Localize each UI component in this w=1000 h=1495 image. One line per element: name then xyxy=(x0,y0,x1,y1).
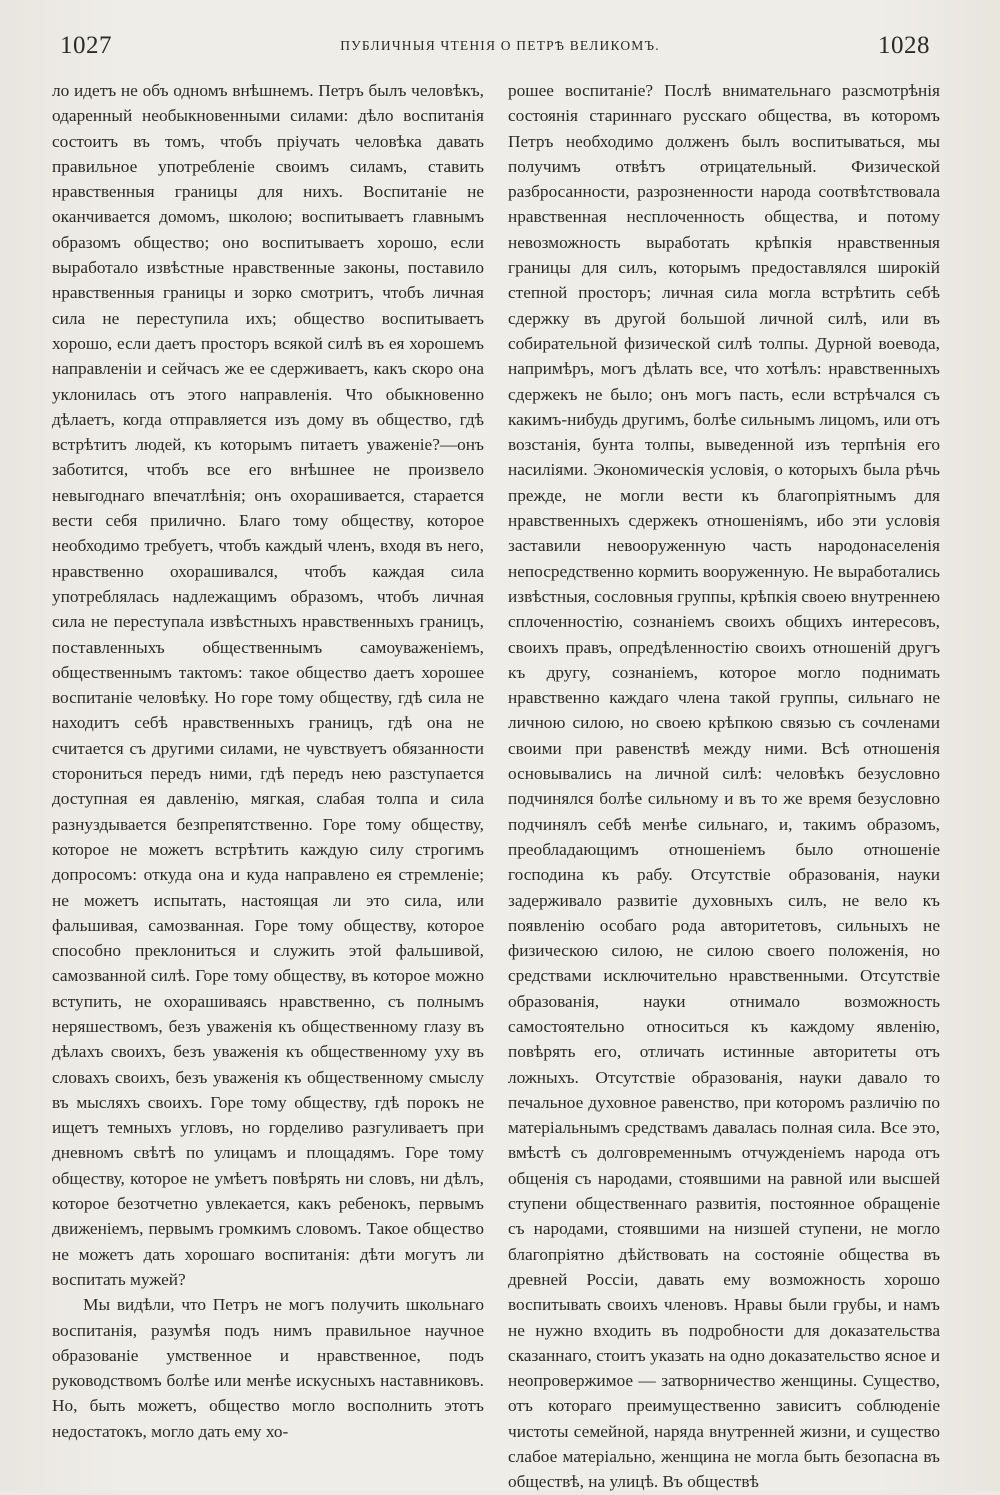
left-column-paragraph-1: ло идетъ не объ одномъ внѣшнемъ. Петръ былъ человѣкъ, одаренный необыкновенными силами: дѣло воспитанія состоитъ въ томъ, чтобъ пріучать человѣка давать правильное употребленіе своимъ силамъ, ставить нравственныя границы для нихъ. Воспитаніе не оканчивается домомъ, школою; воспитываетъ главнымъ образомъ общество; оно воспитываетъ хорошо, если выработало извѣстные нравственные законы, поставило нравственныя границы и зорко смотритъ, чтобъ личная сила не переступила ихъ; общество воспитываетъ хорошо, если даетъ просторъ всякой силѣ въ ея хорошемъ направленіи и сейчасъ же ее сдерживаетъ, какъ скоро она уклонилась отъ этого направленія. Что обыкновенно дѣлаетъ, когда отправляется изъ дому въ общество, гдѣ встрѣтитъ людей, къ которымъ питаетъ уваженіе?—онъ заботится, чтобъ все его внѣшнее не произвело невыгоднаго впечатлѣнія; онъ охорашивается, старается вести себя прилично. Благо тому обществу, которое необходимо требуетъ, чтобъ каждый членъ, входя въ него, нравственно охорашивался, чтобъ каждая сила употреблялась надлежащимъ образомъ, чтобъ личная сила не переступала извѣстныхъ нравственныхъ границъ, поставленныхъ общественнымъ самоуваженіемъ, общественнымъ тактомъ: такое общество даетъ хорошее воспитаніе человѣку. Но горе тому обществу, гдѣ сила не находитъ себѣ нравственныхъ границъ, гдѣ она не считается съ другими силами, не чувствуетъ обязанности сторониться передъ ними, гдѣ передъ нею разступается доступная ея давленію, мягкая, слабая толпа и сила разнуздывается безпрепятственно. Горе тому обществу, которое не можетъ встрѣтить каждую силу строгимъ допросомъ: откуда она и куда направлено ея стремленіе; не можетъ испытать, настоящая ли это сила, или фальшивая, самозванная. Горе тому обществу, которое способно преклониться и служить этой фальшивой, самозванной силѣ. Горе тому обществу, въ которое можно вступить, не охорашиваясь нравственно, съ полнымъ неряшествомъ, безъ уваженія къ общественному глазу въ дѣлахъ своихъ, безъ уваженія къ общественному уху въ словахъ своихъ, безъ уваженія къ общественному смыслу въ мысляхъ своихъ. Горе тому обществу, гдѣ порокъ не ищетъ темныхъ угловъ, но горделиво разгуливаетъ при дневномъ свѣтѣ по улицамъ и площадямъ. Горе тому обществу, которое не умѣетъ повѣрять ни словъ, ни дѣлъ, которое безотчетно увлекается, какъ ребенокъ, первымъ движеніемъ, первымъ громкимъ словомъ. Такое общество не можетъ дать хорошаго воспитанія: дѣти могутъ ли воспитать мужей? xyxy=(52,81,484,1289)
page-header xyxy=(60,32,940,72)
right-column-paragraph-1: рошее воспитаніе? Послѣ внимательнаго разсмотрѣнія состоянія стариннаго русскаго общества, въ которомъ Петръ необходимо долженъ былъ воспитываться, мы получимъ отвѣтъ отрицательный. Физической разбросанности, разрозненности народа соотвѣтствовала нравственная несплоченность общества, и потому невозможность выработать крѣпкія нравственныя границы для силъ, которымъ предоставлялся широкій степной просторъ; личная сила могла встрѣтить себѣ сдержку въ другой большой личной силѣ, или въ собирательной физической силѣ толпы. Дурной воевода, напримѣръ, могъ дѣлать все, что хотѣлъ: нравственныхъ сдержекъ не было; онъ могъ пасть, если встрѣчался съ какимъ-нибудь другимъ, болѣе сильнымъ лицомъ, или отъ возстанія, бунта толпы, выведенной изъ терпѣнія его насиліями. Экономическія условія, о которыхъ была рѣчь прежде, не могли вести къ благопріятнымъ для нравственныхъ сдержекъ отношеніямъ, ибо эти условія заставили невооруженную часть народонаселенія непосредственно кормить вооруженную. Не выработались извѣстныя, сословныя группы, крѣпкія своею внутреннею сплоченностію, сознаніемъ своихъ общихъ интересовъ, своихъ правъ, опредѣленностію своихъ отношеній другъ къ другу, сознаніемъ, которое могло поднимать нравственно каждаго члена такой группы, сильнаго не личною силою, но своею крѣпкою связью съ сочленами своими при равенствѣ между ними. Всѣ отношенія основывались на личной силѣ: человѣкъ безусловно подчинялся болѣе сильному и въ то же время безусловно подчинялъ себѣ менѣе сильнаго, и, такимъ образомъ, преобладающимъ отношеніемъ было отношеніе господина къ рабу. Отсутствіе образованія, науки задерживало развитіе духовныхъ силъ, не вело къ появленію особаго рода авторитетовъ, сильныхъ не физическою силою, не силою своего положенія, но средствами исключительно нравственными. Отсутствіе образованія, науки отнимало возможность самостоятельно относиться къ каждому явленію, повѣрять его, отличать истинные авторитеты отъ ложныхъ. Отсутствіе образованія, науки давало то печальное духовное равенство, при которомъ различію по матеріальнымъ средствамъ давалась полная сила. Все это, вмѣстѣ съ долговременнымъ отчужденіемъ народа отъ общенія съ народами, стоявшими на равной или высшей ступени общественнаго развитія, постоянное обращеніе съ народами, стоявшими на низшей ступени, не могло благопріятно дѣйствовать на состояніе общества въ древней Россіи, давать ему возможность хорошо воспитывать своихъ членовъ. Нравы были грубы, и намъ не нужно входить въ подробности для доказательства сказаннаго, стоитъ указать на одно доказательство ясное и неопровержимое — затворничество женщины. Существо, отъ котораго преимущественно зависитъ соблюденіе чистоты семейной, наряда внутренней жизни, и существо слабое матеріально, женщина не могла быть безопасна въ обществѣ, на улицѣ. Въ обществѣ xyxy=(508,81,940,1492)
page-number-left: 1027 xyxy=(60,32,112,59)
left-column-paragraph-2: Мы видѣли, что Петръ не могъ получить школьнаго воспитанія, разумѣя подъ нимъ правильное научное образованіе умственное и нравственное, подъ руководствомъ болѣе или менѣе искусныхъ наставниковъ. Но, быть можетъ, общество могло восполнить этотъ недостатокъ, могло дать ему хо- xyxy=(52,1295,484,1441)
running-title: ПУБЛИЧНЫЯ ЧТЕНІЯ О ПЕТРѢ ВЕЛИКОМЪ. xyxy=(340,38,660,53)
left-column xyxy=(52,78,484,1444)
right-column xyxy=(508,78,940,1495)
page-number-right: 1028 xyxy=(878,32,930,59)
column-gutter xyxy=(496,78,497,1418)
